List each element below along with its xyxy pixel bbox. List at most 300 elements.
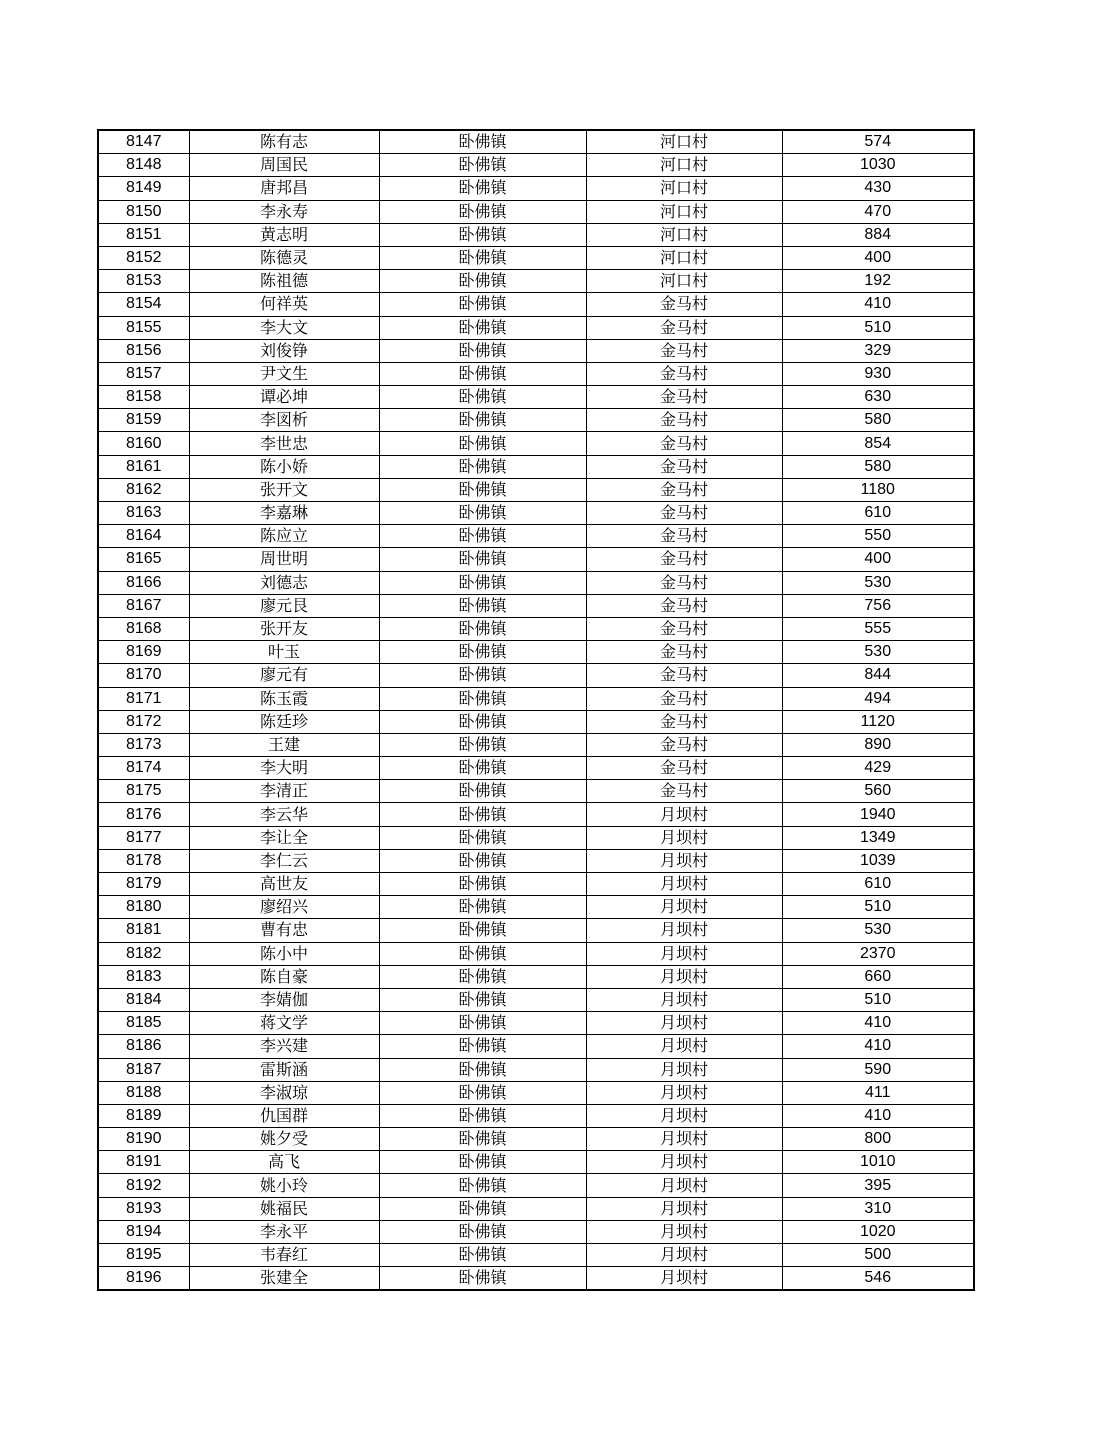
village-cell: 金马村 (586, 455, 782, 478)
name-cell: 李兴建 (189, 1035, 379, 1058)
id-cell: 8163 (98, 502, 189, 525)
table-row (98, 316, 974, 339)
name-cell: 李清正 (189, 780, 379, 803)
name-cell: 李永寿 (189, 200, 379, 223)
amount-cell: 580 (782, 455, 974, 478)
id-cell: 8166 (98, 571, 189, 594)
name-cell: 何祥英 (189, 293, 379, 316)
id-cell: 8185 (98, 1012, 189, 1035)
village-cell: 河口村 (586, 246, 782, 269)
village-cell: 河口村 (586, 200, 782, 223)
id-cell: 8196 (98, 1267, 189, 1291)
id-cell: 8192 (98, 1174, 189, 1197)
name-cell: 蒋文学 (189, 1012, 379, 1035)
amount-cell: 574 (782, 130, 974, 154)
id-cell: 8189 (98, 1104, 189, 1127)
data-table (97, 129, 975, 1291)
name-cell: 陈有志 (189, 130, 379, 154)
id-cell: 8156 (98, 339, 189, 362)
id-cell: 8173 (98, 733, 189, 756)
id-cell: 8157 (98, 362, 189, 385)
table-row (98, 1174, 974, 1197)
table-row (98, 455, 974, 478)
id-cell: 8159 (98, 409, 189, 432)
amount-cell: 580 (782, 409, 974, 432)
table-row (98, 1244, 974, 1267)
id-cell: 8164 (98, 525, 189, 548)
name-cell: 谭必坤 (189, 386, 379, 409)
table-row (98, 246, 974, 269)
table-row (98, 525, 974, 548)
id-cell: 8167 (98, 594, 189, 617)
amount-cell: 844 (782, 664, 974, 687)
village-cell: 金马村 (586, 617, 782, 640)
name-cell: 李世忠 (189, 432, 379, 455)
town-cell: 卧佛镇 (379, 942, 586, 965)
table-row (98, 293, 974, 316)
name-cell: 高世友 (189, 873, 379, 896)
table-row (98, 386, 974, 409)
town-cell: 卧佛镇 (379, 1267, 586, 1291)
id-cell: 8177 (98, 826, 189, 849)
amount-cell: 192 (782, 270, 974, 293)
town-cell: 卧佛镇 (379, 1081, 586, 1104)
name-cell: 李让全 (189, 826, 379, 849)
village-cell: 金马村 (586, 339, 782, 362)
id-cell: 8182 (98, 942, 189, 965)
village-cell: 月坝村 (586, 919, 782, 942)
name-cell: 陈小娇 (189, 455, 379, 478)
id-cell: 8154 (98, 293, 189, 316)
village-cell: 月坝村 (586, 803, 782, 826)
id-cell: 8162 (98, 478, 189, 501)
name-cell: 陈廷珍 (189, 710, 379, 733)
table-row (98, 733, 974, 756)
table-row (98, 362, 974, 385)
id-cell: 8151 (98, 223, 189, 246)
table-row (98, 478, 974, 501)
table-row (98, 873, 974, 896)
town-cell: 卧佛镇 (379, 803, 586, 826)
name-cell: 廖绍兴 (189, 896, 379, 919)
town-cell: 卧佛镇 (379, 1220, 586, 1243)
town-cell: 卧佛镇 (379, 177, 586, 200)
town-cell: 卧佛镇 (379, 1058, 586, 1081)
id-cell: 8195 (98, 1244, 189, 1267)
table-row (98, 826, 974, 849)
amount-cell: 610 (782, 502, 974, 525)
village-cell: 金马村 (586, 664, 782, 687)
id-cell: 8191 (98, 1151, 189, 1174)
id-cell: 8153 (98, 270, 189, 293)
amount-cell: 395 (782, 1174, 974, 1197)
amount-cell: 930 (782, 362, 974, 385)
table-row (98, 1012, 974, 1035)
town-cell: 卧佛镇 (379, 919, 586, 942)
amount-cell: 500 (782, 1244, 974, 1267)
town-cell: 卧佛镇 (379, 246, 586, 269)
town-cell: 卧佛镇 (379, 316, 586, 339)
id-cell: 8181 (98, 919, 189, 942)
table-row (98, 1197, 974, 1220)
amount-cell: 610 (782, 873, 974, 896)
village-cell: 月坝村 (586, 942, 782, 965)
village-cell: 金马村 (586, 548, 782, 571)
id-cell: 8147 (98, 130, 189, 154)
name-cell: 廖元有 (189, 664, 379, 687)
amount-cell: 756 (782, 594, 974, 617)
village-cell: 金马村 (586, 733, 782, 756)
village-cell: 月坝村 (586, 896, 782, 919)
id-cell: 8171 (98, 687, 189, 710)
name-cell: 刘德志 (189, 571, 379, 594)
village-cell: 月坝村 (586, 988, 782, 1011)
name-cell: 李永平 (189, 1220, 379, 1243)
amount-cell: 1030 (782, 154, 974, 177)
town-cell: 卧佛镇 (379, 1244, 586, 1267)
town-cell: 卧佛镇 (379, 710, 586, 733)
amount-cell: 1349 (782, 826, 974, 849)
village-cell: 月坝村 (586, 1174, 782, 1197)
table-row (98, 409, 974, 432)
town-cell: 卧佛镇 (379, 780, 586, 803)
name-cell: 李婧伽 (189, 988, 379, 1011)
town-cell: 卧佛镇 (379, 478, 586, 501)
amount-cell: 890 (782, 733, 974, 756)
town-cell: 卧佛镇 (379, 641, 586, 664)
town-cell: 卧佛镇 (379, 1174, 586, 1197)
town-cell: 卧佛镇 (379, 548, 586, 571)
town-cell: 卧佛镇 (379, 571, 586, 594)
village-cell: 河口村 (586, 177, 782, 200)
town-cell: 卧佛镇 (379, 455, 586, 478)
town-cell: 卧佛镇 (379, 1012, 586, 1035)
amount-cell: 429 (782, 757, 974, 780)
table-row (98, 988, 974, 1011)
village-cell: 河口村 (586, 270, 782, 293)
name-cell: 雷斯涵 (189, 1058, 379, 1081)
village-cell: 金马村 (586, 386, 782, 409)
town-cell: 卧佛镇 (379, 849, 586, 872)
town-cell: 卧佛镇 (379, 664, 586, 687)
village-cell: 金马村 (586, 594, 782, 617)
id-cell: 8183 (98, 965, 189, 988)
table-row (98, 849, 974, 872)
town-cell: 卧佛镇 (379, 1151, 586, 1174)
name-cell: 李云华 (189, 803, 379, 826)
table-row (98, 1151, 974, 1174)
village-cell: 河口村 (586, 154, 782, 177)
village-cell: 月坝村 (586, 1128, 782, 1151)
town-cell: 卧佛镇 (379, 386, 586, 409)
id-cell: 8184 (98, 988, 189, 1011)
table-row (98, 687, 974, 710)
id-cell: 8155 (98, 316, 189, 339)
table-row (98, 965, 974, 988)
id-cell: 8188 (98, 1081, 189, 1104)
town-cell: 卧佛镇 (379, 154, 586, 177)
name-cell: 叶玉 (189, 641, 379, 664)
amount-cell: 1010 (782, 1151, 974, 1174)
id-cell: 8190 (98, 1128, 189, 1151)
amount-cell: 310 (782, 1197, 974, 1220)
id-cell: 8175 (98, 780, 189, 803)
id-cell: 8174 (98, 757, 189, 780)
amount-cell: 630 (782, 386, 974, 409)
id-cell: 8179 (98, 873, 189, 896)
village-cell: 河口村 (586, 223, 782, 246)
name-cell: 张开文 (189, 478, 379, 501)
name-cell: 李淑琼 (189, 1081, 379, 1104)
name-cell: 黄志明 (189, 223, 379, 246)
table-row (98, 1220, 974, 1243)
village-cell: 月坝村 (586, 1058, 782, 1081)
table-row (98, 1128, 974, 1151)
village-cell: 月坝村 (586, 826, 782, 849)
village-cell: 月坝村 (586, 1244, 782, 1267)
table-row (98, 919, 974, 942)
town-cell: 卧佛镇 (379, 502, 586, 525)
town-cell: 卧佛镇 (379, 200, 586, 223)
name-cell: 姚夕受 (189, 1128, 379, 1151)
amount-cell: 550 (782, 525, 974, 548)
name-cell: 周国民 (189, 154, 379, 177)
amount-cell: 494 (782, 687, 974, 710)
table-row (98, 1267, 974, 1291)
id-cell: 8176 (98, 803, 189, 826)
amount-cell: 411 (782, 1081, 974, 1104)
amount-cell: 530 (782, 571, 974, 594)
village-cell: 月坝村 (586, 1267, 782, 1291)
amount-cell: 470 (782, 200, 974, 223)
village-cell: 金马村 (586, 780, 782, 803)
village-cell: 金马村 (586, 409, 782, 432)
village-cell: 金马村 (586, 502, 782, 525)
table-row (98, 1081, 974, 1104)
town-cell: 卧佛镇 (379, 293, 586, 316)
name-cell: 姚小玲 (189, 1174, 379, 1197)
name-cell: 姚福民 (189, 1197, 379, 1220)
table-row (98, 200, 974, 223)
village-cell: 金马村 (586, 710, 782, 733)
amount-cell: 884 (782, 223, 974, 246)
table-row (98, 757, 974, 780)
name-cell: 高飞 (189, 1151, 379, 1174)
id-cell: 8168 (98, 617, 189, 640)
id-cell: 8170 (98, 664, 189, 687)
village-cell: 金马村 (586, 293, 782, 316)
amount-cell: 430 (782, 177, 974, 200)
table-row (98, 617, 974, 640)
id-cell: 8186 (98, 1035, 189, 1058)
village-cell: 金马村 (586, 432, 782, 455)
town-cell: 卧佛镇 (379, 432, 586, 455)
amount-cell: 546 (782, 1267, 974, 1291)
amount-cell: 510 (782, 316, 974, 339)
table-row (98, 502, 974, 525)
name-cell: 李仁云 (189, 849, 379, 872)
amount-cell: 510 (782, 896, 974, 919)
village-cell: 月坝村 (586, 1197, 782, 1220)
table-row (98, 548, 974, 571)
table-body (98, 130, 974, 1290)
town-cell: 卧佛镇 (379, 733, 586, 756)
id-cell: 8180 (98, 896, 189, 919)
amount-cell: 1020 (782, 1220, 974, 1243)
table-row (98, 571, 974, 594)
name-cell: 李嘉琳 (189, 502, 379, 525)
town-cell: 卧佛镇 (379, 1035, 586, 1058)
village-cell: 金马村 (586, 571, 782, 594)
town-cell: 卧佛镇 (379, 1104, 586, 1127)
name-cell: 李大明 (189, 757, 379, 780)
name-cell: 陈德灵 (189, 246, 379, 269)
table-row (98, 339, 974, 362)
amount-cell: 854 (782, 432, 974, 455)
name-cell: 仇国群 (189, 1104, 379, 1127)
amount-cell: 1940 (782, 803, 974, 826)
id-cell: 8150 (98, 200, 189, 223)
id-cell: 8161 (98, 455, 189, 478)
amount-cell: 1180 (782, 478, 974, 501)
town-cell: 卧佛镇 (379, 757, 586, 780)
name-cell: 曹有忠 (189, 919, 379, 942)
name-cell: 李図析 (189, 409, 379, 432)
amount-cell: 410 (782, 1012, 974, 1035)
village-cell: 月坝村 (586, 1035, 782, 1058)
amount-cell: 329 (782, 339, 974, 362)
table-row (98, 177, 974, 200)
id-cell: 8152 (98, 246, 189, 269)
name-cell: 张建全 (189, 1267, 379, 1291)
table-row (98, 432, 974, 455)
village-cell: 金马村 (586, 641, 782, 664)
village-cell: 月坝村 (586, 1104, 782, 1127)
table-row (98, 594, 974, 617)
name-cell: 韦春红 (189, 1244, 379, 1267)
town-cell: 卧佛镇 (379, 339, 586, 362)
town-cell: 卧佛镇 (379, 362, 586, 385)
id-cell: 8194 (98, 1220, 189, 1243)
id-cell: 8148 (98, 154, 189, 177)
amount-cell: 555 (782, 617, 974, 640)
name-cell: 廖元艮 (189, 594, 379, 617)
amount-cell: 800 (782, 1128, 974, 1151)
amount-cell: 510 (782, 988, 974, 1011)
village-cell: 金马村 (586, 687, 782, 710)
town-cell: 卧佛镇 (379, 873, 586, 896)
name-cell: 李大文 (189, 316, 379, 339)
name-cell: 陈祖德 (189, 270, 379, 293)
town-cell: 卧佛镇 (379, 687, 586, 710)
name-cell: 尹文生 (189, 362, 379, 385)
table-row (98, 664, 974, 687)
town-cell: 卧佛镇 (379, 965, 586, 988)
table-row (98, 270, 974, 293)
id-cell: 8193 (98, 1197, 189, 1220)
village-cell: 月坝村 (586, 1081, 782, 1104)
amount-cell: 530 (782, 919, 974, 942)
table-row (98, 942, 974, 965)
village-cell: 月坝村 (586, 1151, 782, 1174)
name-cell: 张开友 (189, 617, 379, 640)
village-cell: 金马村 (586, 362, 782, 385)
name-cell: 陈玉霞 (189, 687, 379, 710)
name-cell: 陈小中 (189, 942, 379, 965)
village-cell: 月坝村 (586, 965, 782, 988)
id-cell: 8165 (98, 548, 189, 571)
town-cell: 卧佛镇 (379, 896, 586, 919)
table-row (98, 803, 974, 826)
amount-cell: 530 (782, 641, 974, 664)
table-row (98, 1104, 974, 1127)
name-cell: 陈应立 (189, 525, 379, 548)
town-cell: 卧佛镇 (379, 1197, 586, 1220)
amount-cell: 400 (782, 246, 974, 269)
village-cell: 金马村 (586, 525, 782, 548)
amount-cell: 2370 (782, 942, 974, 965)
amount-cell: 560 (782, 780, 974, 803)
id-cell: 8149 (98, 177, 189, 200)
table-row (98, 1058, 974, 1081)
village-cell: 河口村 (586, 130, 782, 154)
town-cell: 卧佛镇 (379, 270, 586, 293)
amount-cell: 590 (782, 1058, 974, 1081)
town-cell: 卧佛镇 (379, 525, 586, 548)
table-row (98, 154, 974, 177)
table-row (98, 641, 974, 664)
town-cell: 卧佛镇 (379, 223, 586, 246)
village-cell: 月坝村 (586, 1220, 782, 1243)
id-cell: 8169 (98, 641, 189, 664)
town-cell: 卧佛镇 (379, 988, 586, 1011)
amount-cell: 410 (782, 1104, 974, 1127)
table-row (98, 710, 974, 733)
amount-cell: 410 (782, 1035, 974, 1058)
village-cell: 金马村 (586, 478, 782, 501)
name-cell: 周世明 (189, 548, 379, 571)
amount-cell: 410 (782, 293, 974, 316)
table-row (98, 780, 974, 803)
village-cell: 月坝村 (586, 1012, 782, 1035)
village-cell: 月坝村 (586, 873, 782, 896)
id-cell: 8187 (98, 1058, 189, 1081)
amount-cell: 1120 (782, 710, 974, 733)
amount-cell: 1039 (782, 849, 974, 872)
town-cell: 卧佛镇 (379, 1128, 586, 1151)
table-row (98, 1035, 974, 1058)
village-cell: 月坝村 (586, 849, 782, 872)
id-cell: 8158 (98, 386, 189, 409)
village-cell: 金马村 (586, 757, 782, 780)
town-cell: 卧佛镇 (379, 130, 586, 154)
name-cell: 唐邦昌 (189, 177, 379, 200)
name-cell: 陈自豪 (189, 965, 379, 988)
village-cell: 金马村 (586, 316, 782, 339)
name-cell: 刘俊铮 (189, 339, 379, 362)
town-cell: 卧佛镇 (379, 409, 586, 432)
table-row (98, 130, 974, 154)
town-cell: 卧佛镇 (379, 617, 586, 640)
id-cell: 8178 (98, 849, 189, 872)
amount-cell: 400 (782, 548, 974, 571)
amount-cell: 660 (782, 965, 974, 988)
town-cell: 卧佛镇 (379, 826, 586, 849)
table-row (98, 896, 974, 919)
id-cell: 8160 (98, 432, 189, 455)
name-cell: 王建 (189, 733, 379, 756)
table-row (98, 223, 974, 246)
